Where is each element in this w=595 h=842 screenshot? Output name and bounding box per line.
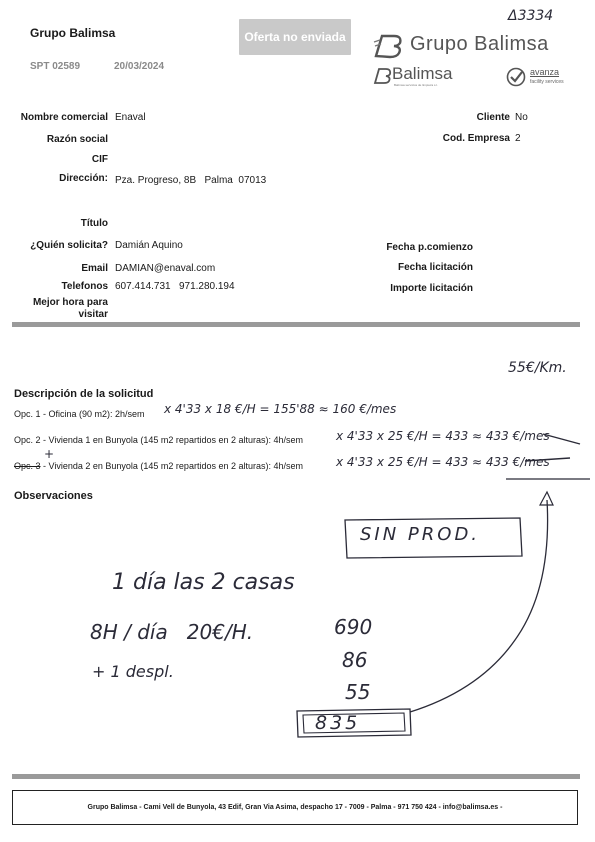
fecha-licitacion-label: Fecha licitación bbox=[397, 262, 473, 273]
logo-main-text: Grupo Balimsa bbox=[410, 33, 549, 55]
cliente-label: Cliente bbox=[476, 112, 510, 123]
quien-solicita-label: ¿Quién solicita? bbox=[30, 240, 108, 251]
titulo-label: Título bbox=[80, 218, 108, 229]
handwritten-note-line-1: 1 día las 2 casas bbox=[112, 570, 295, 595]
observaciones-title: Observaciones bbox=[14, 490, 93, 502]
handwritten-rate: 55€/Km. bbox=[508, 360, 567, 376]
reference-number: SPT 02589 bbox=[30, 61, 81, 72]
option-2-text: Opc. 2 - Vivienda 1 en Bunyola (145 m2 repartidos en 2 alturas): 4h/sem bbox=[14, 435, 303, 445]
cod-empresa-label: Cod. Empresa bbox=[442, 133, 510, 144]
offer-status-button[interactable]: Oferta no enviada bbox=[239, 19, 351, 55]
option-1-text: Opc. 1 - Oficina (90 m2): 2h/sem bbox=[14, 409, 145, 419]
handwritten-sin-prod: SIN PROD. bbox=[360, 524, 481, 545]
nombre-comercial-value: Enaval bbox=[115, 112, 146, 123]
email-label: Email bbox=[81, 263, 108, 274]
handwritten-number-3: 55 bbox=[345, 680, 371, 704]
cif-label: CIF bbox=[91, 154, 108, 165]
telefonos-value: 607.414.731 971.280.194 bbox=[115, 281, 235, 292]
handwritten-calc-3: x 4'33 x 25 €/H = 433 ≈ 433 €/mes bbox=[336, 455, 550, 469]
handwritten-calc-1: x 4'33 x 18 €/H = 155'88 ≈ 160 €/mes bbox=[164, 402, 397, 416]
logo-sub-tagline: Balimsa servicios de limpieza s.l. bbox=[394, 83, 438, 87]
descripcion-title: Descripción de la solicitud bbox=[14, 388, 154, 400]
logo-sub-text: Balimsa bbox=[392, 64, 453, 83]
handwritten-number-1: 690 bbox=[334, 615, 373, 639]
mejor-hora-label: Mejor hora para visitar bbox=[32, 297, 108, 320]
handwritten-total: 835 bbox=[315, 712, 361, 734]
fecha-comienzo-label: Fecha p.comienzo bbox=[386, 242, 473, 253]
company-name: Grupo Balimsa bbox=[30, 26, 116, 40]
handwritten-note-line-3: + 1 despl. bbox=[92, 662, 174, 681]
razon-social-label: Razón social bbox=[46, 134, 108, 145]
quien-solicita-value: Damián Aquino bbox=[115, 240, 183, 251]
handwritten-number-2: 86 bbox=[342, 648, 368, 672]
direccion-value: Pza. Progreso, 8B Palma 07013 bbox=[115, 175, 267, 186]
email-value: DAMIAN@enaval.com bbox=[115, 263, 216, 274]
handwritten-doc-number: Δ3334 bbox=[508, 8, 554, 24]
cod-empresa-value: 2 bbox=[515, 133, 521, 144]
option-3-prefix-struck: Opc. 3 bbox=[14, 461, 41, 471]
handwritten-plus: + bbox=[44, 447, 55, 461]
section-divider-bottom bbox=[12, 774, 580, 779]
importe-licitacion-label: Importe licitación bbox=[390, 283, 473, 294]
direccion-label: Dirección: bbox=[59, 173, 108, 184]
telefonos-label: Telefonos bbox=[61, 281, 108, 292]
cliente-value: No bbox=[515, 112, 528, 123]
document-date: 20/03/2024 bbox=[114, 61, 165, 72]
handwritten-calc-2: x 4'33 x 25 €/H = 433 ≈ 433 €/mes bbox=[336, 429, 550, 443]
option-3-rest: - Vivienda 2 en Bunyola (145 m2 repartidos en 2 alturas): 4h/sem bbox=[40, 461, 303, 471]
handwritten-note-line-2: 8H / día 20€/H. bbox=[90, 620, 254, 644]
nombre-comercial-label: Nombre comercial bbox=[20, 112, 108, 123]
avanza-tagline: facility services bbox=[530, 79, 564, 85]
avanza-name: avanza bbox=[530, 67, 560, 77]
footer-address: Grupo Balimsa - Cami Vell de Bunyola, 43 Edif, Gran Via Asima, despacho 17 - 7009 - Palma - 971 750 424 - info@balimsa.es - bbox=[12, 790, 578, 825]
